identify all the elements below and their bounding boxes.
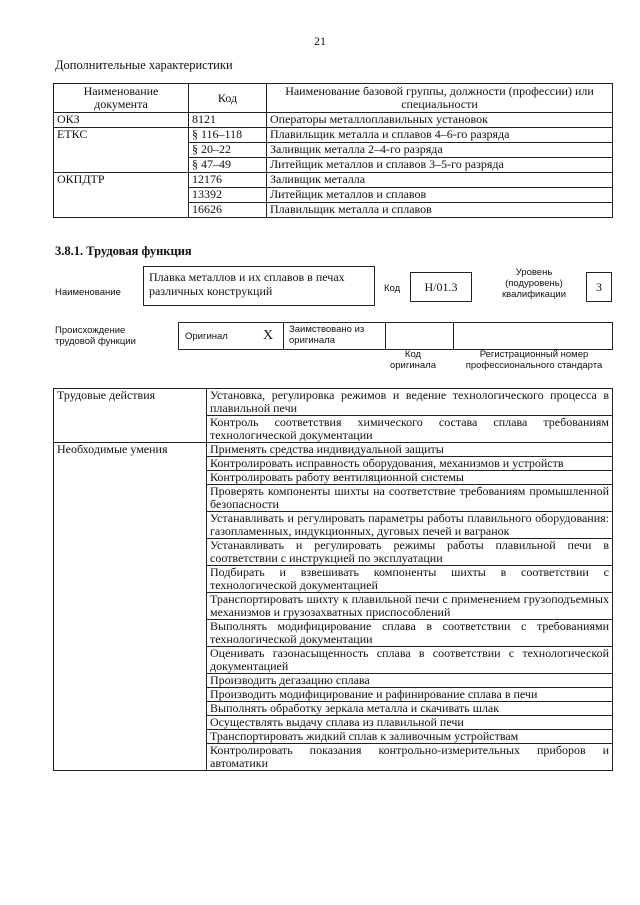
origin-box <box>178 322 613 350</box>
function-name-box: Плавка металлов и их сплавов в печах различных конструкций <box>143 266 375 306</box>
cell-code: § 116–118 <box>189 128 267 143</box>
cell-doc: ОКЗ <box>54 113 189 128</box>
cell-name: Плавильщик металла и сплавов <box>267 203 613 218</box>
cell-name: Заливщик металла <box>267 173 613 188</box>
table-row <box>54 113 613 128</box>
cell-name: Плавильщик металла и сплавов 4–6-го разряда <box>267 128 613 143</box>
section-title: Дополнительные характеристики <box>55 58 233 72</box>
function-title: 3.8.1. Трудовая функция <box>55 244 192 258</box>
cell-code: § 20–22 <box>189 143 267 158</box>
table-cell: Выполнять обработку зеркала металла и скачивать шлак <box>207 702 613 716</box>
header-name: Наименование базовой группы, должности (профессии) или специальности <box>267 84 613 113</box>
table-cell: Контролировать показания контрольно-измерительных приборов и автоматики <box>207 744 613 771</box>
cell-name: Заливщик металла 2–4-го разряда <box>267 143 613 158</box>
divider <box>453 323 454 349</box>
cell-name: Литейщик металлов и сплавов 3–5-го разряда <box>267 158 613 173</box>
group-label: Необходимые умения <box>54 443 207 771</box>
table-cell: Применять средства индивидуальной защиты <box>207 443 613 457</box>
cell-code: 13392 <box>189 188 267 203</box>
cell-doc: ЕТКС <box>54 128 189 173</box>
cell-name: Операторы металлоплавильных установок <box>267 113 613 128</box>
table-row <box>54 389 613 416</box>
code-label: Код <box>384 283 401 294</box>
table-cell: Контролировать работу вентиляционной системы <box>207 471 613 485</box>
cell-code: 16626 <box>189 203 267 218</box>
table-cell: Устанавливать и регулировать параметры работы плавильного оборудования: газопламенных, индукционных, дуговых печей и вагранок <box>207 512 613 539</box>
table-cell: Устанавливать и регулировать режимы работы плавильной печи в соответствии с инструкцией по эксплуатации <box>207 539 613 566</box>
cell-code: 12176 <box>189 173 267 188</box>
table-row <box>54 173 613 188</box>
cell-doc: ОКПДТР <box>54 173 189 218</box>
code-original-label: Код оригинала <box>389 349 436 371</box>
table-cell: Подбирать и взвешивать компоненты шихты в соответствии с технологической документацией <box>207 566 613 593</box>
original-mark: X <box>263 328 274 343</box>
header-code: Код <box>189 84 267 113</box>
table-cell: Контроль соответствия химического состава сплава требованиям технологической документации <box>207 416 613 443</box>
table-header-row <box>54 84 613 113</box>
table-cell: Установка, регулировка режимов и ведение технологического процесса в плавильной печи <box>207 389 613 416</box>
table-row <box>54 128 613 143</box>
page-number: 21 <box>314 34 326 48</box>
name-label: Наименование <box>55 287 121 298</box>
cell-name: Литейщик металлов и сплавов <box>267 188 613 203</box>
table-cell: Контролировать исправность оборудования, механизмов и устройств <box>207 457 613 471</box>
table-cell: Транспортировать шихту к плавильной печи с применением грузоподъемных механизмов и грузозахватных приспособлений <box>207 593 613 620</box>
borrowed-label: Заимствовано из оригинала <box>289 324 365 346</box>
level-value-box: 3 <box>586 272 612 302</box>
table-row <box>54 443 613 457</box>
cell-code: 8121 <box>189 113 267 128</box>
cell-code: § 47–49 <box>189 158 267 173</box>
table-cell: Производить дегазацию сплава <box>207 674 613 688</box>
divider <box>283 323 284 349</box>
original-label: Оригинал <box>185 331 228 342</box>
function-code-box: H/01.3 <box>410 272 472 302</box>
level-label: Уровень (подуровень) квалификации <box>501 267 567 300</box>
divider <box>385 323 386 349</box>
labor-function-table <box>53 388 613 771</box>
group-label: Трудовые действия <box>54 389 207 443</box>
reg-number-label: Регистрационный номер профессионального стандарта <box>465 349 603 371</box>
table-cell: Выполнять модифицирование сплава в соответствии с требованиями технологической документации <box>207 620 613 647</box>
table-cell: Оценивать газонасыщенность сплава в соответствии с технологической документацией <box>207 647 613 674</box>
additional-characteristics-table <box>53 83 613 218</box>
table-cell: Осуществлять выдачу сплава из плавильной печи <box>207 716 613 730</box>
header-document: Наименование документа <box>54 84 189 113</box>
table-cell: Проверять компоненты шихты на соответствие требованиям промышленной безопасности <box>207 485 613 512</box>
table-cell: Производить модифицирование и рафинирование сплава в печи <box>207 688 613 702</box>
table-cell: Транспортировать жидкий сплав к заливочным устройствам <box>207 730 613 744</box>
origin-label: Происхождение трудовой функции <box>55 325 136 347</box>
